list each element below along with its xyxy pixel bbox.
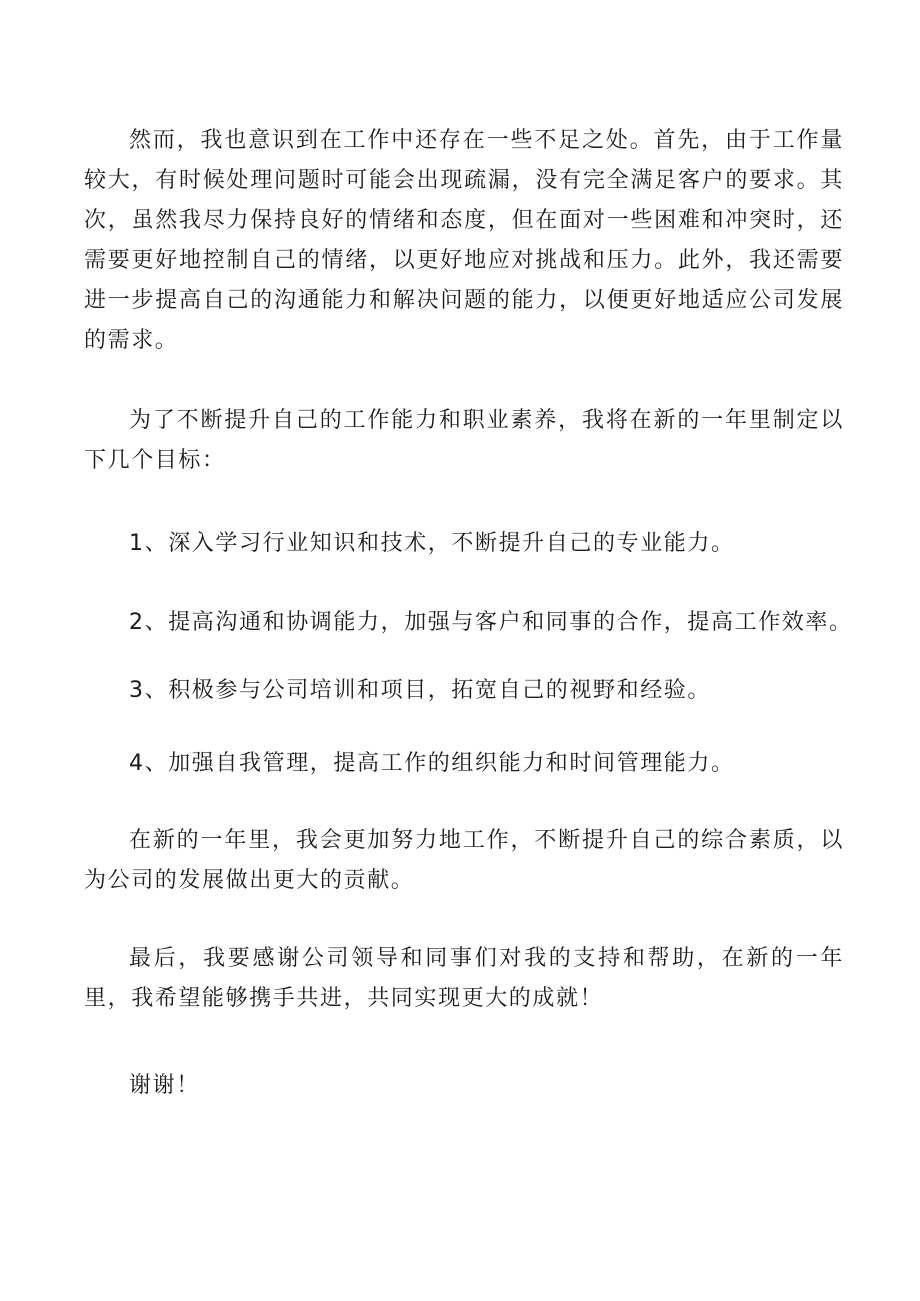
paragraph-shortcomings: 然而，我也意识到在工作中还存在一些不足之处。首先，由于工作量较大，有时候处理问题时可能会出现疏漏，没有完全满足客户的要求。其次，虽然我尽力保持良好的情绪和态度，但在面对一些困难和冲突时，还需要更好地控制自己的情绪，以更好地应对挑战和压力。此外，我还需要进一步提高自己的沟通能力和解决问题的能力，以便更好地适应公司发展的需求。 xyxy=(84,128,844,353)
paragraph-commitment: 在新的一年里，我会更加努力地工作，不断提升自己的综合素质，以为公司的发展做出更大的贡献。 xyxy=(84,828,844,893)
goal-item-3: 3、积极参与公司培训和项目，拓宽自己的视野和经验。 xyxy=(129,678,711,703)
paragraph-thanks-colleagues: 最后，我要感谢公司领导和同事们对我的支持和帮助，在新的一年里，我希望能够携手共进，共同实现更大的成就！ xyxy=(84,946,844,1011)
goal-item-1: 1、深入学习行业知识和技术，不断提升自己的专业能力。 xyxy=(129,531,735,556)
goal-item-4: 4、加强自我管理，提高工作的组织能力和时间管理能力。 xyxy=(129,751,735,776)
paragraph-closing: 谢谢！ xyxy=(129,1073,200,1098)
goal-item-2: 2、提高沟通和协调能力，加强与客户和同事的合作，提高工作效率。 xyxy=(129,610,853,635)
paragraph-goals-intro: 为了不断提升自己的工作能力和职业素养，我将在新的一年里制定以下几个目标： xyxy=(84,408,844,473)
